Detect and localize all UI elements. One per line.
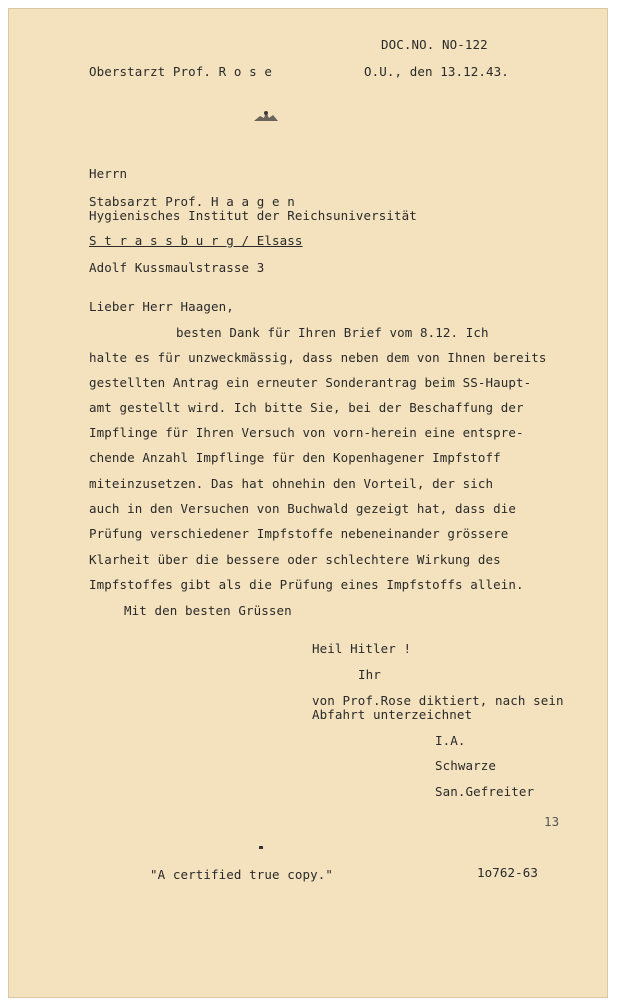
body-line: halte es für unzweckmässig, dass neben dem von Ihnen bereits bbox=[89, 350, 547, 365]
dictated-note-1: von Prof.Rose diktiert, nach sein bbox=[312, 693, 564, 708]
ia-line: I.A. bbox=[435, 733, 466, 748]
body-line: Prüfung verschiedener Impfstoffe nebeneinander grössere bbox=[89, 526, 509, 541]
ink-dot bbox=[259, 846, 263, 849]
body-line: Impfstoffes gibt als die Prüfung eines Impfstoffs allein. bbox=[89, 577, 524, 592]
emblem-mark bbox=[252, 108, 280, 122]
addressee-salutation: Herrn bbox=[89, 166, 128, 181]
page-number: 13 bbox=[544, 814, 560, 829]
addressee-name: Stabsarzt Prof. H a a g e n bbox=[89, 194, 295, 209]
reference-number: 1o762-63 bbox=[477, 865, 539, 880]
letter-closing: Mit den besten Grüssen bbox=[124, 603, 292, 618]
heil-line: Heil Hitler ! bbox=[312, 641, 412, 656]
certified-copy-note: "A certified true copy." bbox=[150, 867, 334, 882]
signer-rank: San.Gefreiter bbox=[435, 784, 535, 799]
body-line: Klarheit über die bessere oder schlechtere Wirkung des bbox=[89, 552, 501, 567]
body-line: chende Anzahl Impflinge für den Kopenhagener Impfstoff bbox=[89, 450, 501, 465]
document-page bbox=[8, 8, 608, 998]
doc-number: DOC.NO. NO-122 bbox=[381, 37, 488, 52]
dictated-note-2: Abfahrt unterzeichnet bbox=[312, 707, 473, 722]
body-line: besten Dank für Ihren Brief vom 8.12. Ich bbox=[176, 325, 489, 340]
body-line: amt gestellt wird. Ich bitte Sie, bei der Beschaffung der bbox=[89, 400, 524, 415]
addressee-institute: Hygienisches Institut der Reichsuniversität bbox=[89, 208, 417, 223]
sender-name: Oberstarzt Prof. R o s e bbox=[89, 64, 273, 79]
signer-name: Schwarze bbox=[435, 758, 497, 773]
body-line: gestellten Antrag ein erneuter Sonderantrag beim SS-Haupt- bbox=[89, 375, 532, 390]
body-line: miteinzusetzen. Das hat ohnehin den Vorteil, der sich bbox=[89, 476, 494, 491]
body-line: Impflinge für Ihren Versuch von vorn-herein eine entspre- bbox=[89, 425, 524, 440]
addressee-street: Adolf Kussmaulstrasse 3 bbox=[89, 260, 265, 275]
place-date: O.U., den 13.12.43. bbox=[364, 64, 509, 79]
body-line: auch in den Versuchen von Buchwald gezeigt hat, dass die bbox=[89, 501, 517, 516]
letter-greeting: Lieber Herr Haagen, bbox=[89, 299, 234, 314]
addressee-city: S t r a s s b u r g / Elsass bbox=[89, 233, 303, 248]
ihr-line: Ihr bbox=[358, 667, 381, 682]
